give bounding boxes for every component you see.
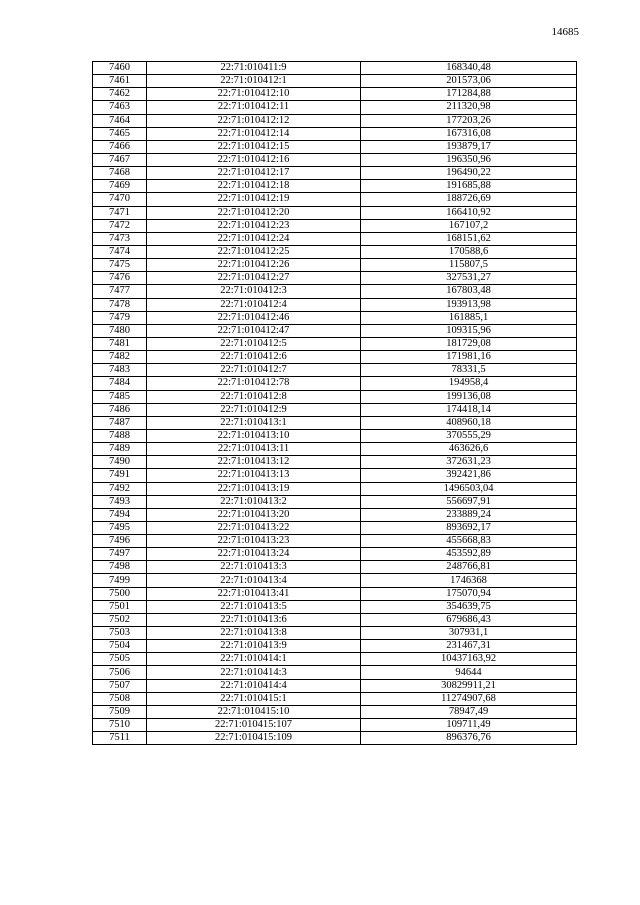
cadastral-value-cell: 171284,88 — [361, 88, 577, 101]
table-row — [93, 600, 577, 613]
table-row — [93, 62, 577, 75]
page-number: 14685 — [551, 26, 579, 38]
cadastral-number-cell: 22:71:010415:107 — [147, 719, 361, 732]
table-row — [93, 456, 577, 469]
cadastral-number-cell: 22:71:010415:109 — [147, 732, 361, 745]
table-row — [93, 390, 577, 403]
table-row — [93, 561, 577, 574]
row-number-cell: 7460 — [93, 62, 147, 75]
cadastral-number-cell: 22:71:010412:8 — [147, 390, 361, 403]
cadastral-value-cell: 193879,17 — [361, 140, 577, 153]
cadastral-number-cell: 22:71:010412:9 — [147, 403, 361, 416]
cadastral-number-cell: 22:71:010413:23 — [147, 535, 361, 548]
cadastral-value-cell: 196490,22 — [361, 167, 577, 180]
row-number-cell: 7490 — [93, 456, 147, 469]
table-body — [93, 62, 577, 745]
cadastral-value-cell: 177203,26 — [361, 114, 577, 127]
cadastral-number-cell: 22:71:010413:41 — [147, 587, 361, 600]
row-number-cell: 7478 — [93, 298, 147, 311]
cadastral-number-cell: 22:71:010412:23 — [147, 219, 361, 232]
cadastral-value-table — [92, 61, 577, 745]
row-number-cell: 7510 — [93, 719, 147, 732]
table-row — [93, 75, 577, 88]
table-row — [93, 127, 577, 140]
cadastral-value-cell: 453592,89 — [361, 548, 577, 561]
row-number-cell: 7467 — [93, 153, 147, 166]
row-number-cell: 7482 — [93, 351, 147, 364]
table-row — [93, 193, 577, 206]
cadastral-value-cell: 161885,1 — [361, 311, 577, 324]
table-row — [93, 180, 577, 193]
cadastral-value-cell: 78331,5 — [361, 364, 577, 377]
cadastral-value-cell: 463626,6 — [361, 443, 577, 456]
cadastral-value-cell: 1496503,04 — [361, 482, 577, 495]
table-row — [93, 351, 577, 364]
cadastral-value-cell: 11274907,68 — [361, 692, 577, 705]
table-row — [93, 377, 577, 390]
cadastral-number-cell: 22:71:010413:8 — [147, 627, 361, 640]
cadastral-number-cell: 22:71:010412:20 — [147, 206, 361, 219]
table-row — [93, 548, 577, 561]
table-row — [93, 613, 577, 626]
cadastral-number-cell: 22:71:010412:14 — [147, 127, 361, 140]
row-number-cell: 7501 — [93, 600, 147, 613]
cadastral-number-cell: 22:71:010412:12 — [147, 114, 361, 127]
table-row — [93, 232, 577, 245]
cadastral-number-cell: 22:71:010414:3 — [147, 666, 361, 679]
row-number-cell: 7487 — [93, 416, 147, 429]
cadastral-number-cell: 22:71:010415:10 — [147, 705, 361, 718]
table-row — [93, 114, 577, 127]
cadastral-value-cell: 231467,31 — [361, 640, 577, 653]
cadastral-number-cell: 22:71:010413:13 — [147, 469, 361, 482]
row-number-cell: 7469 — [93, 180, 147, 193]
cadastral-value-cell: 201573,06 — [361, 75, 577, 88]
cadastral-number-cell: 22:71:010413:11 — [147, 443, 361, 456]
cadastral-number-cell: 22:71:010412:18 — [147, 180, 361, 193]
table-row — [93, 337, 577, 350]
row-number-cell: 7481 — [93, 337, 147, 350]
table-row — [93, 324, 577, 337]
table-row — [93, 403, 577, 416]
row-number-cell: 7491 — [93, 469, 147, 482]
row-number-cell: 7485 — [93, 390, 147, 403]
cadastral-number-cell: 22:71:010412:16 — [147, 153, 361, 166]
cadastral-value-cell: 109315,96 — [361, 324, 577, 337]
cadastral-number-cell: 22:71:010412:24 — [147, 232, 361, 245]
cadastral-number-cell: 22:71:010413:10 — [147, 429, 361, 442]
row-number-cell: 7472 — [93, 219, 147, 232]
cadastral-number-cell: 22:71:010412:5 — [147, 337, 361, 350]
cadastral-number-cell: 22:71:010413:24 — [147, 548, 361, 561]
row-number-cell: 7475 — [93, 259, 147, 272]
row-number-cell: 7462 — [93, 88, 147, 101]
cadastral-number-cell: 22:71:010413:6 — [147, 613, 361, 626]
cadastral-number-cell: 22:71:010412:6 — [147, 351, 361, 364]
row-number-cell: 7473 — [93, 232, 147, 245]
cadastral-value-cell: 896376,76 — [361, 732, 577, 745]
row-number-cell: 7483 — [93, 364, 147, 377]
row-number-cell: 7509 — [93, 705, 147, 718]
cadastral-value-cell: 196350,96 — [361, 153, 577, 166]
row-number-cell: 7466 — [93, 140, 147, 153]
cadastral-number-cell: 22:71:010412:15 — [147, 140, 361, 153]
cadastral-value-cell: 372631,23 — [361, 456, 577, 469]
cadastral-number-cell: 22:71:010414:1 — [147, 653, 361, 666]
table-row — [93, 429, 577, 442]
table-row — [93, 719, 577, 732]
row-number-cell: 7493 — [93, 495, 147, 508]
cadastral-number-cell: 22:71:010412:4 — [147, 298, 361, 311]
table-row — [93, 692, 577, 705]
table-row — [93, 101, 577, 114]
cadastral-value-cell: 171981,16 — [361, 351, 577, 364]
table-row — [93, 245, 577, 258]
row-number-cell: 7471 — [93, 206, 147, 219]
table-row — [93, 469, 577, 482]
cadastral-value-cell: 370555,29 — [361, 429, 577, 442]
cadastral-number-cell: 22:71:010412:78 — [147, 377, 361, 390]
row-number-cell: 7499 — [93, 574, 147, 587]
cadastral-value-cell: 109711,49 — [361, 719, 577, 732]
row-number-cell: 7486 — [93, 403, 147, 416]
row-number-cell: 7508 — [93, 692, 147, 705]
cadastral-value-cell: 30829911,21 — [361, 679, 577, 692]
row-number-cell: 7464 — [93, 114, 147, 127]
table-row — [93, 416, 577, 429]
row-number-cell: 7474 — [93, 245, 147, 258]
cadastral-number-cell: 22:71:010413:1 — [147, 416, 361, 429]
row-number-cell: 7503 — [93, 627, 147, 640]
cadastral-value-cell: 193913,98 — [361, 298, 577, 311]
cadastral-value-cell: 181729,08 — [361, 337, 577, 350]
row-number-cell: 7511 — [93, 732, 147, 745]
cadastral-value-cell: 175070,94 — [361, 587, 577, 600]
cadastral-number-cell: 22:71:010412:10 — [147, 88, 361, 101]
cadastral-value-cell: 307931,1 — [361, 627, 577, 640]
cadastral-value-cell: 233889,24 — [361, 508, 577, 521]
cadastral-number-cell: 22:71:010412:25 — [147, 245, 361, 258]
row-number-cell: 7504 — [93, 640, 147, 653]
cadastral-value-cell: 354639,75 — [361, 600, 577, 613]
cadastral-value-cell: 556697,91 — [361, 495, 577, 508]
row-number-cell: 7484 — [93, 377, 147, 390]
cadastral-value-cell: 194958,4 — [361, 377, 577, 390]
row-number-cell: 7468 — [93, 167, 147, 180]
cadastral-value-cell: 893692,17 — [361, 521, 577, 534]
cadastral-value-cell: 392421,86 — [361, 469, 577, 482]
table-row — [93, 364, 577, 377]
cadastral-value-cell: 248766,81 — [361, 561, 577, 574]
row-number-cell: 7461 — [93, 75, 147, 88]
cadastral-number-cell: 22:71:010414:4 — [147, 679, 361, 692]
row-number-cell: 7494 — [93, 508, 147, 521]
cadastral-number-cell: 22:71:010412:26 — [147, 259, 361, 272]
table-row — [93, 574, 577, 587]
cadastral-value-cell: 115807,5 — [361, 259, 577, 272]
row-number-cell: 7470 — [93, 193, 147, 206]
cadastral-number-cell: 22:71:010412:46 — [147, 311, 361, 324]
table-row — [93, 140, 577, 153]
cadastral-number-cell: 22:71:010412:17 — [147, 167, 361, 180]
table-row — [93, 219, 577, 232]
cadastral-number-cell: 22:71:010413:5 — [147, 600, 361, 613]
cadastral-value-cell: 679686,43 — [361, 613, 577, 626]
table-row — [93, 482, 577, 495]
cadastral-value-cell: 167316,08 — [361, 127, 577, 140]
row-number-cell: 7479 — [93, 311, 147, 324]
cadastral-number-cell: 22:71:010412:1 — [147, 75, 361, 88]
table-row — [93, 535, 577, 548]
cadastral-value-cell: 1746368 — [361, 574, 577, 587]
cadastral-value-cell: 408960,18 — [361, 416, 577, 429]
cadastral-number-cell: 22:71:010412:47 — [147, 324, 361, 337]
row-number-cell: 7463 — [93, 101, 147, 114]
cadastral-number-cell: 22:71:010411:9 — [147, 62, 361, 75]
table-row — [93, 495, 577, 508]
cadastral-value-cell: 188726,69 — [361, 193, 577, 206]
table-row — [93, 88, 577, 101]
row-number-cell: 7502 — [93, 613, 147, 626]
cadastral-number-cell: 22:71:010412:7 — [147, 364, 361, 377]
cadastral-value-cell: 167803,48 — [361, 285, 577, 298]
row-number-cell: 7505 — [93, 653, 147, 666]
table-row — [93, 206, 577, 219]
table-row — [93, 153, 577, 166]
cadastral-value-cell: 170588,6 — [361, 245, 577, 258]
cadastral-number-cell: 22:71:010412:27 — [147, 272, 361, 285]
cadastral-value-cell: 167107,2 — [361, 219, 577, 232]
table-row — [93, 521, 577, 534]
table-row — [93, 679, 577, 692]
cadastral-number-cell: 22:71:010413:4 — [147, 574, 361, 587]
cadastral-number-cell: 22:71:010412:11 — [147, 101, 361, 114]
table-row — [93, 653, 577, 666]
cadastral-number-cell: 22:71:010412:3 — [147, 285, 361, 298]
table-row — [93, 167, 577, 180]
cadastral-value-cell: 174418,14 — [361, 403, 577, 416]
cadastral-number-cell: 22:71:010413:19 — [147, 482, 361, 495]
cadastral-value-cell: 10437163,92 — [361, 653, 577, 666]
cadastral-number-cell: 22:71:010413:3 — [147, 561, 361, 574]
row-number-cell: 7465 — [93, 127, 147, 140]
cadastral-value-cell: 166410,92 — [361, 206, 577, 219]
table-row — [93, 443, 577, 456]
table-row — [93, 705, 577, 718]
row-number-cell: 7498 — [93, 561, 147, 574]
cadastral-value-cell: 168340,48 — [361, 62, 577, 75]
table-row — [93, 587, 577, 600]
table-row — [93, 311, 577, 324]
cadastral-number-cell: 22:71:010413:22 — [147, 521, 361, 534]
cadastral-value-cell: 168151,62 — [361, 232, 577, 245]
cadastral-number-cell: 22:71:010415:1 — [147, 692, 361, 705]
cadastral-number-cell: 22:71:010413:12 — [147, 456, 361, 469]
table-row — [93, 285, 577, 298]
row-number-cell: 7480 — [93, 324, 147, 337]
table-row — [93, 732, 577, 745]
row-number-cell: 7488 — [93, 429, 147, 442]
cadastral-value-cell: 327531,27 — [361, 272, 577, 285]
row-number-cell: 7476 — [93, 272, 147, 285]
cadastral-number-cell: 22:71:010412:19 — [147, 193, 361, 206]
row-number-cell: 7507 — [93, 679, 147, 692]
row-number-cell: 7477 — [93, 285, 147, 298]
row-number-cell: 7500 — [93, 587, 147, 600]
row-number-cell: 7492 — [93, 482, 147, 495]
table-row — [93, 627, 577, 640]
row-number-cell: 7489 — [93, 443, 147, 456]
table-row — [93, 272, 577, 285]
cadastral-number-cell: 22:71:010413:2 — [147, 495, 361, 508]
cadastral-value-cell: 191685,88 — [361, 180, 577, 193]
row-number-cell: 7495 — [93, 521, 147, 534]
cadastral-number-cell: 22:71:010413:9 — [147, 640, 361, 653]
cadastral-value-cell: 78947,49 — [361, 705, 577, 718]
cadastral-number-cell: 22:71:010413:20 — [147, 508, 361, 521]
cadastral-value-cell: 455668,83 — [361, 535, 577, 548]
row-number-cell: 7497 — [93, 548, 147, 561]
table-row — [93, 259, 577, 272]
table-row — [93, 640, 577, 653]
table-row — [93, 666, 577, 679]
row-number-cell: 7506 — [93, 666, 147, 679]
table-row — [93, 298, 577, 311]
cadastral-value-cell: 199136,08 — [361, 390, 577, 403]
row-number-cell: 7496 — [93, 535, 147, 548]
cadastral-value-cell: 211320,98 — [361, 101, 577, 114]
cadastral-value-cell: 94644 — [361, 666, 577, 679]
table-row — [93, 508, 577, 521]
